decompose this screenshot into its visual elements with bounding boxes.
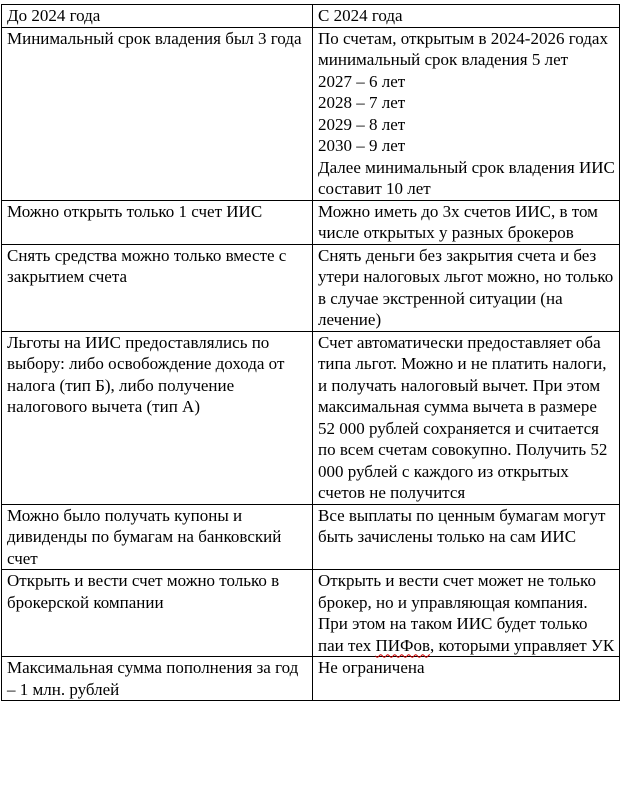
cell-after: Можно иметь до 3х счетов ИИС, в том числе открытых у разных брокеров [313, 200, 620, 244]
cell-after [313, 570, 620, 657]
table-row [2, 244, 620, 331]
cell-before: Максимальная сумма пополнения за год – 1 млн. рублей [2, 657, 313, 701]
table-row [2, 27, 620, 200]
list-item: 2027 – 6 лет [318, 71, 406, 91]
cell-after: Снять деньги без закрытия счета и без утери налоговых льгот можно, но только в случае экстренной ситуации (на лечение) [313, 244, 620, 331]
cell-before: Снять средства можно только вместе с закрытием счета [2, 244, 313, 331]
list-item: 2029 – 8 лет [318, 114, 406, 134]
table-row [2, 570, 620, 657]
cell-before: Можно открыть только 1 счет ИИС [2, 200, 313, 244]
cell-after: Все выплаты по ценным бумагам могут быть зачислены только на сам ИИС [313, 504, 620, 570]
table-header-row [2, 5, 620, 28]
list-item: 2030 – 9 лет [318, 136, 406, 155]
cell-after-text: Открыть и вести счет может не только брокер, но и управляющая компания. При этом на таком ИИС будет только паи тех [318, 571, 596, 655]
table-row [2, 200, 620, 244]
comparison-table [1, 4, 620, 701]
cell-before: Льготы на ИИС предоставлялись по выбору: либо освобождение дохода от налога (тип Б), либо получение налогового вычета (тип А) [2, 331, 313, 504]
cell-after-outro: Далее минимальный срок владения ИИС составит 10 лет [318, 157, 620, 198]
cell-before: Открыть и вести счет можно только в брокерской компании [2, 570, 313, 657]
header-before: До 2024 года [2, 5, 313, 28]
cell-before: Можно было получать купоны и дивиденды по бумагам на банковский счет [2, 504, 313, 570]
table-row [2, 504, 620, 570]
cell-after-intro: По счетам, открытым в 2024-2026 годах минимальный срок владения 5 лет [318, 28, 613, 69]
cell-after [313, 27, 620, 200]
list-item: 2028 – 7 лет [318, 93, 406, 112]
cell-after-text: , которыми управляет УК [430, 635, 615, 655]
table-row [2, 657, 620, 701]
table-row [2, 331, 620, 504]
cell-after: Счет автоматически предоставляет оба типа льгот. Можно и не платить налоги, и получать налоговый вычет. При этом максимальная сумма вычета в размере 52 000 рублей сохраняется и считается по всем счетам совокупно. Получить 52 000 рублей с каждого из открытых счетов не получится [313, 331, 620, 504]
misspelled-word: ПИФов [375, 635, 431, 655]
cell-before: Минимальный срок владения был 3 года [2, 27, 313, 200]
header-after: С 2024 года [313, 5, 620, 28]
cell-after: Не ограничена [313, 657, 620, 701]
